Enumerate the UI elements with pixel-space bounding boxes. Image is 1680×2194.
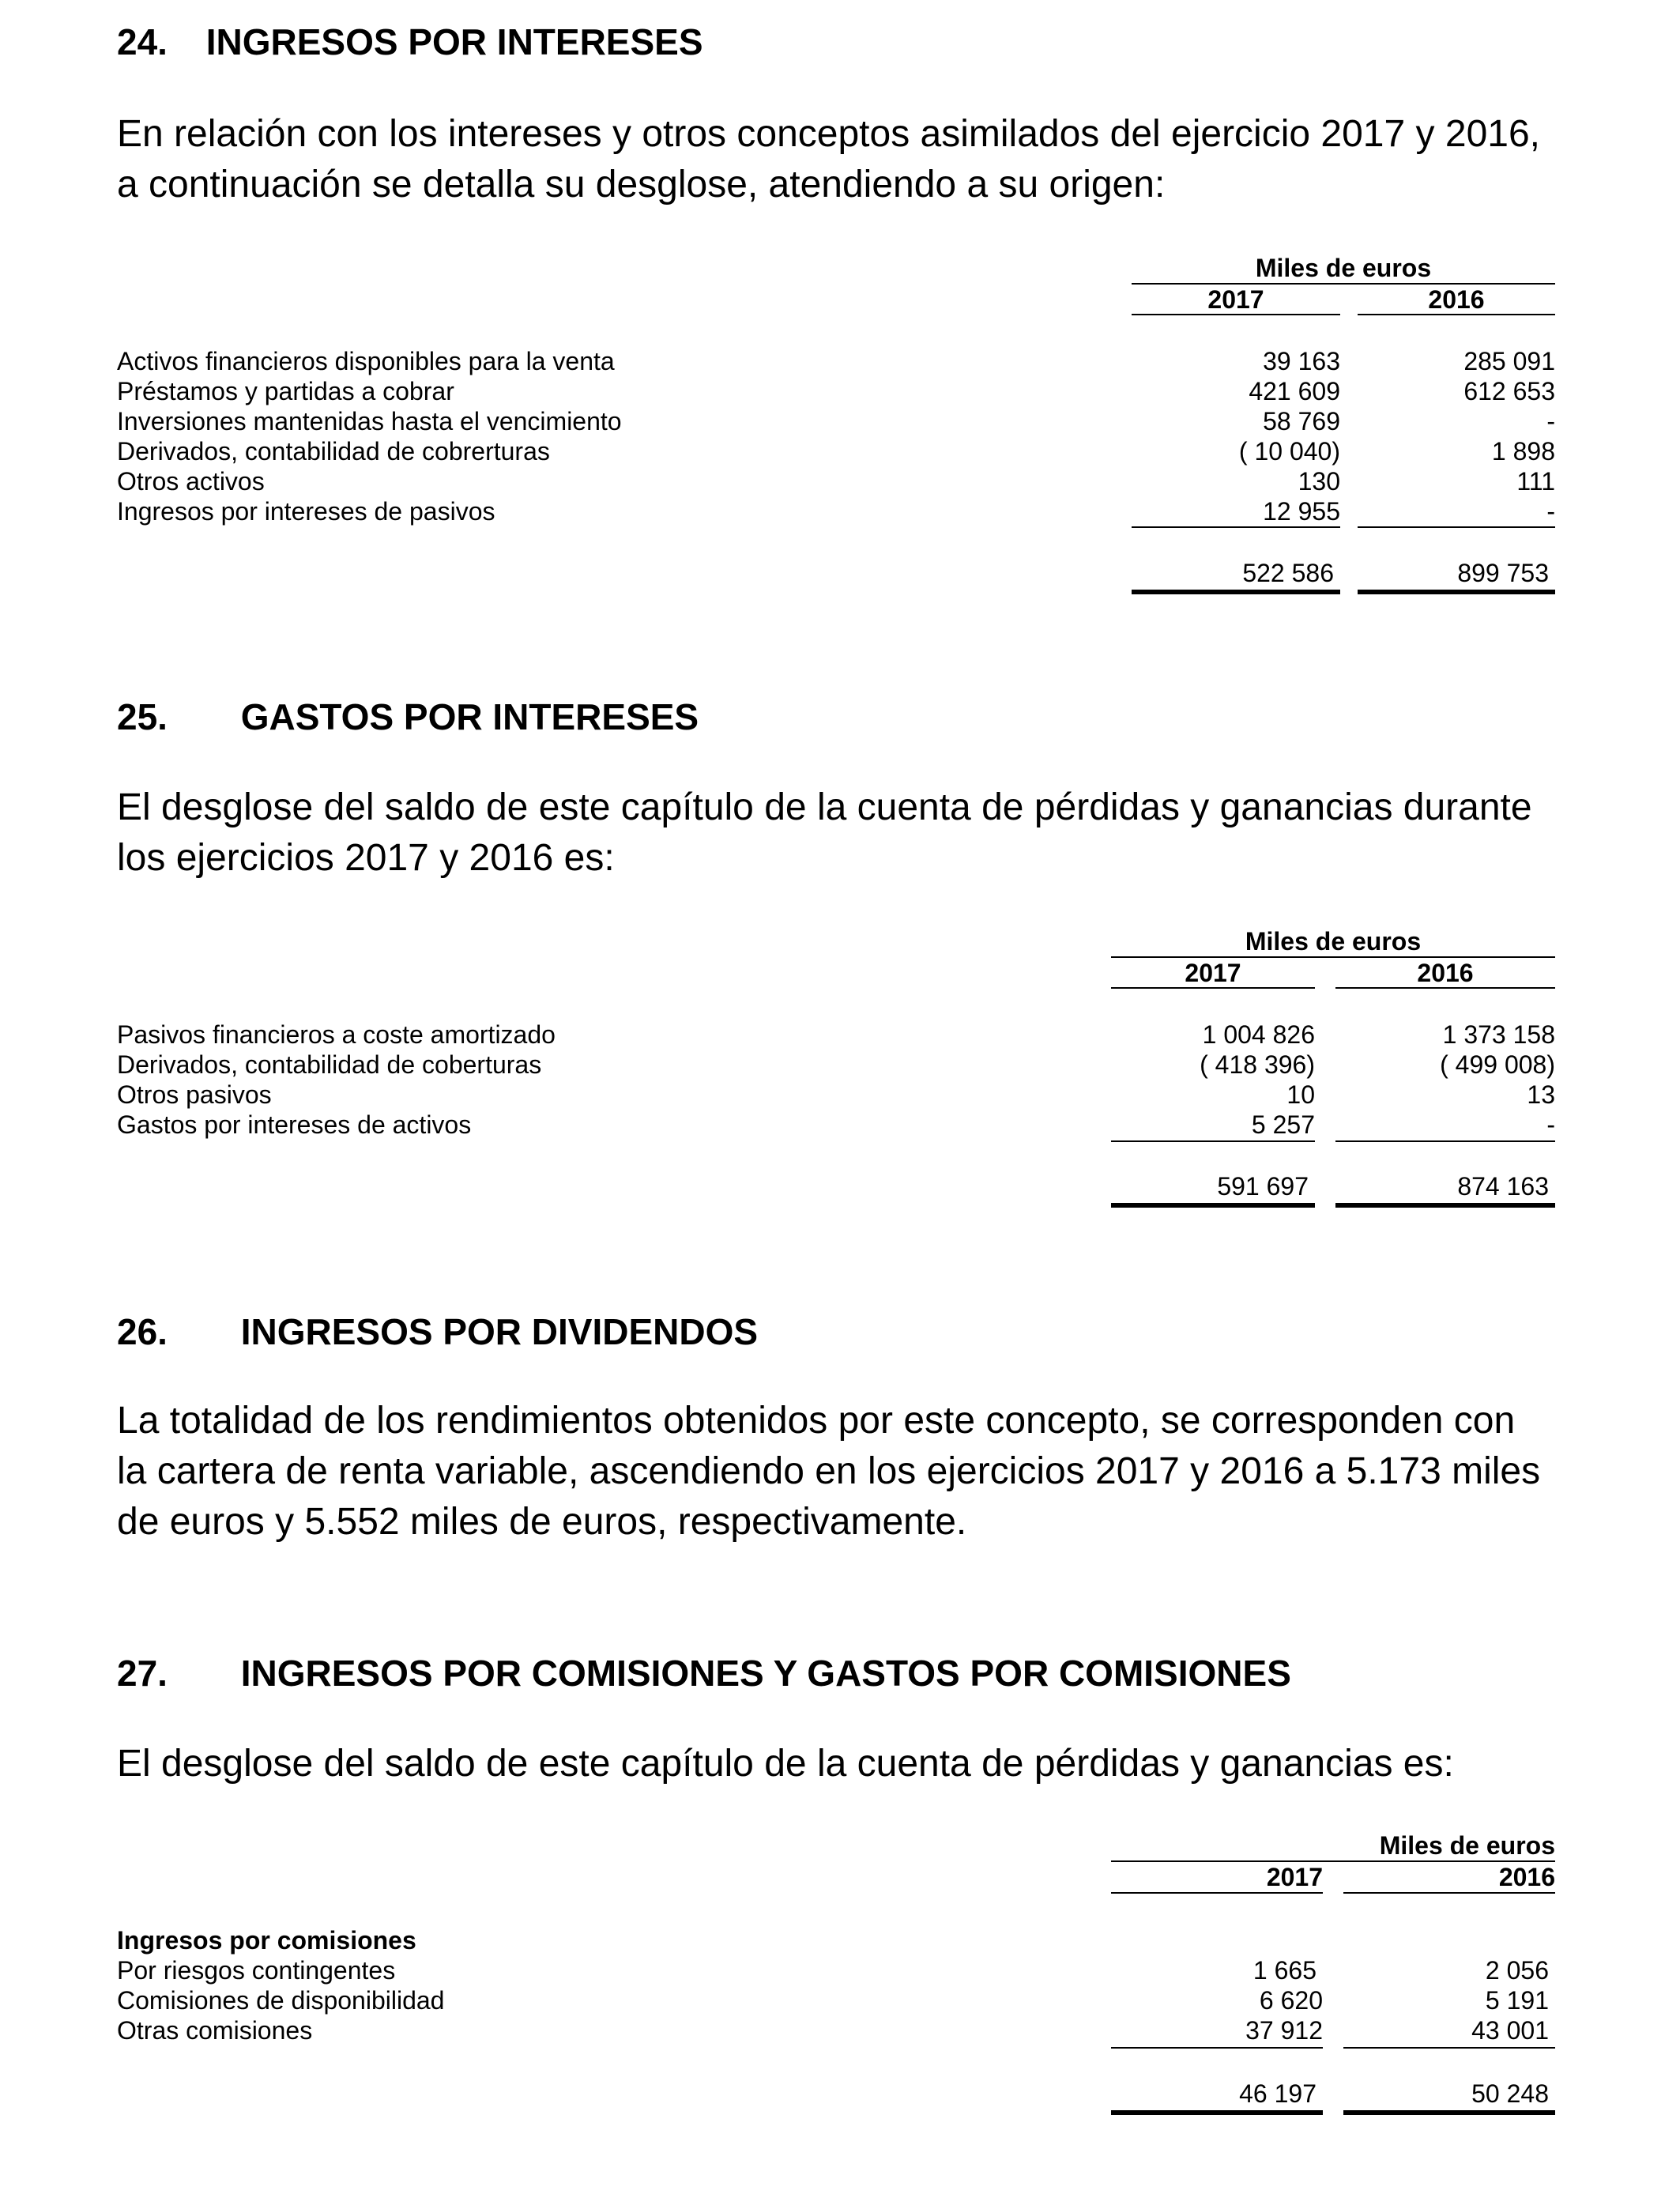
total-rule	[1111, 1203, 1315, 1208]
section-24-heading	[117, 21, 703, 63]
section-title: INGRESOS POR DIVIDENDOS	[240, 1311, 759, 1352]
subtotal-rule	[1111, 1140, 1315, 1142]
col-rule	[1132, 314, 1340, 315]
subtotal-rule	[1111, 2047, 1323, 2049]
col-rule	[1358, 314, 1555, 315]
subtotal-rule	[1343, 2047, 1555, 2049]
total-rule	[1358, 590, 1555, 594]
group-label: Ingresos por comisiones	[117, 1926, 416, 1955]
section-number: 27.	[117, 1653, 168, 1694]
col-header-2016: 2016	[1428, 285, 1485, 314]
total-rule	[1335, 1203, 1555, 1208]
section-title: INGRESOS POR INTERESES	[205, 21, 703, 62]
subtotal-rule	[1358, 526, 1555, 528]
section-24-intro: En relación con los intereses y otros conceptos asimilados del ejercicio 2017 y 2016, a continuación se detalla su desglose, atendiendo a su origen:	[117, 113, 1540, 205]
section-27-heading	[117, 1652, 1291, 1695]
unit-header: Miles de euros	[1245, 927, 1422, 956]
col-header-2017: 2017	[1266, 1863, 1323, 1891]
total-rule	[1111, 2110, 1323, 2115]
col-rule	[1335, 987, 1555, 989]
subtotal-rule	[1132, 526, 1340, 528]
total-rule	[1132, 590, 1340, 594]
col-rule	[1111, 1892, 1323, 1894]
section-25-heading	[117, 696, 699, 738]
col-header-2016: 2016	[1498, 1863, 1555, 1891]
total-rule	[1343, 2110, 1555, 2115]
col-rule	[1111, 987, 1315, 989]
col-header-2017: 2017	[1207, 285, 1264, 314]
subtotal-rule	[1335, 1140, 1555, 1142]
section-number: 24.	[117, 21, 168, 62]
section-26-text: La totalidad de los rendimientos obtenidos por este concepto, se corresponden con la cartera de renta variable, ascendiendo en los ejercicios 2017 y 2016 a 5.173 miles de euros y 5.552 miles de euros, respectivamente.	[117, 1400, 1541, 1543]
section-number: 25.	[117, 696, 168, 737]
unit-header: Miles de euros	[1379, 1831, 1555, 1860]
section-title: INGRESOS POR COMISIONES Y GASTOS POR COMISIONES	[240, 1653, 1291, 1694]
section-title: GASTOS POR INTERESES	[240, 696, 699, 737]
col-rule	[1343, 1892, 1555, 1894]
col-header-2017: 2017	[1185, 959, 1241, 987]
section-number: 26.	[117, 1311, 168, 1352]
col-header-2016: 2016	[1417, 959, 1474, 987]
unit-header: Miles de euros	[1255, 254, 1432, 282]
section-27-intro: El desglose del saldo de este capítulo de la cuenta de pérdidas y ganancias es:	[117, 1743, 1454, 1785]
section-26-heading	[117, 1310, 758, 1353]
section-25-intro: El desglose del saldo de este capítulo de la cuenta de pérdidas y ganancias durante los ejercicios 2017 y 2016 es:	[117, 786, 1532, 879]
